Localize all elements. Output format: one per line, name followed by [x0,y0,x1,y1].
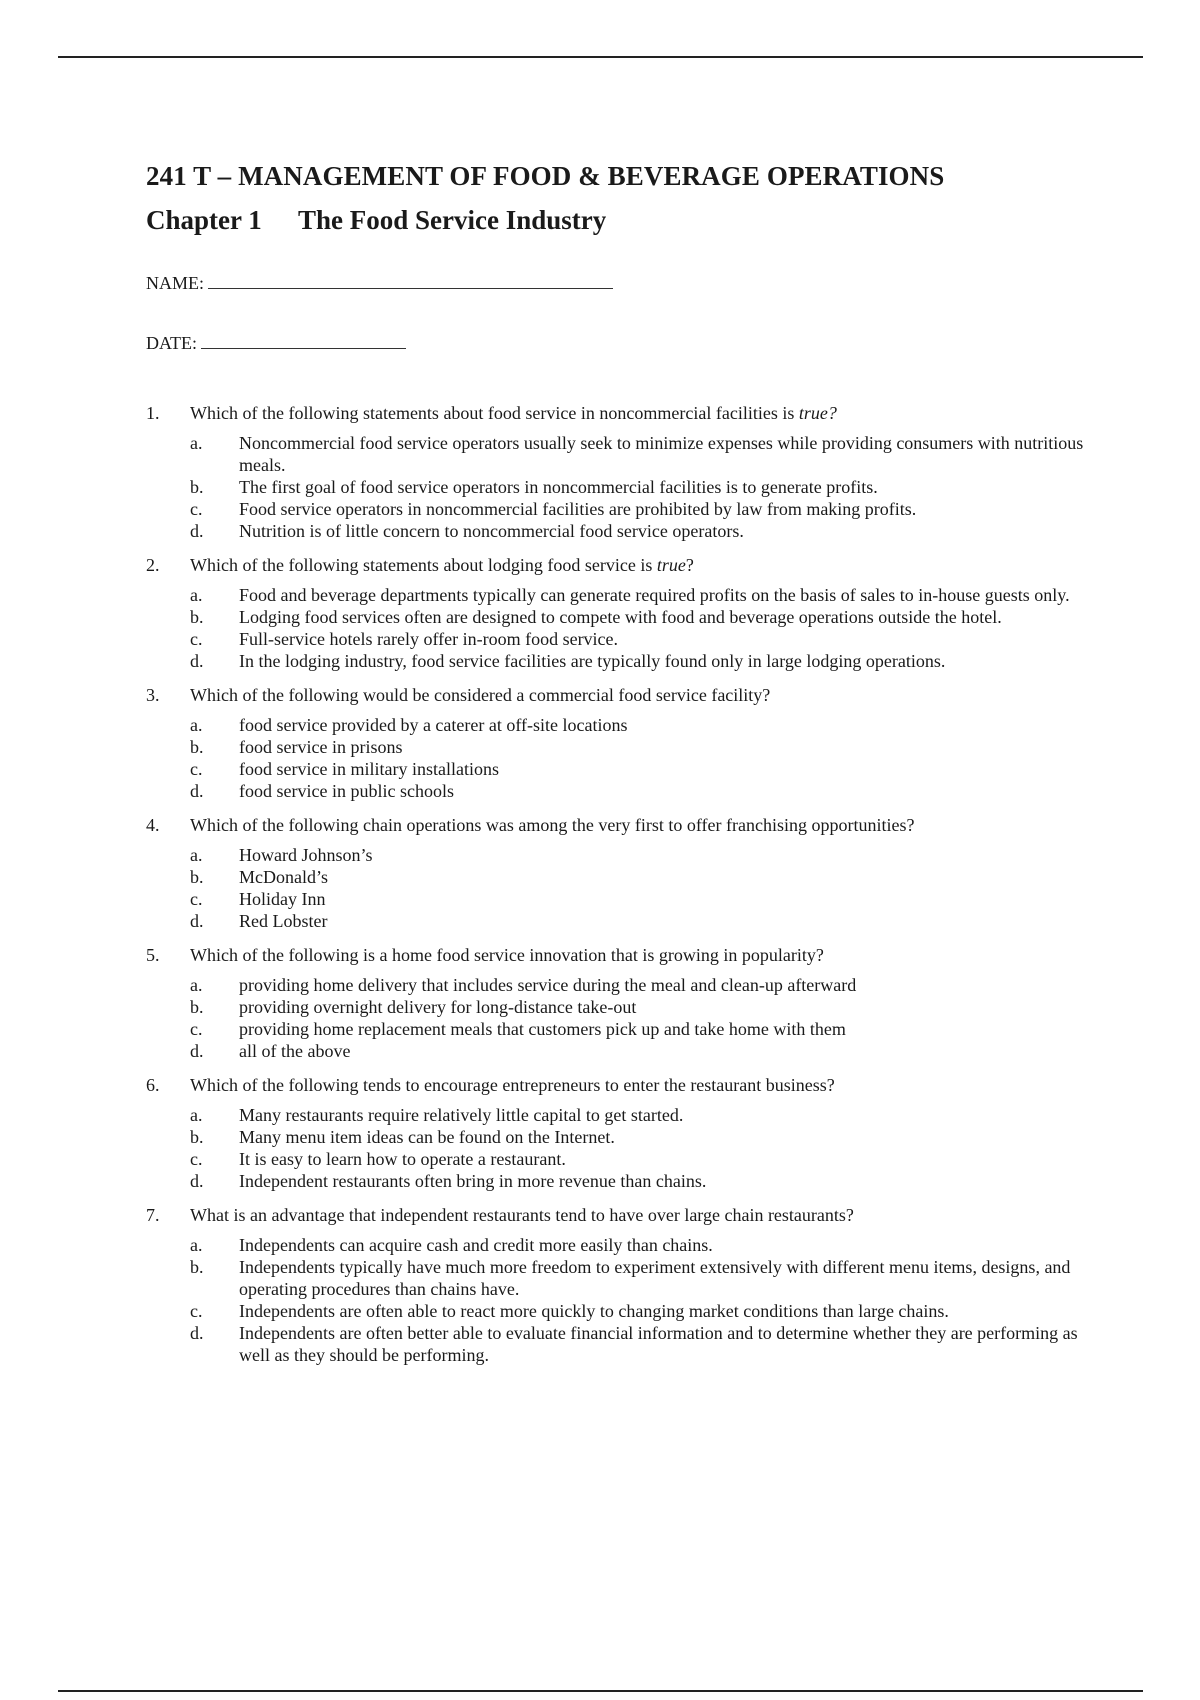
question-number: 1. [146,403,160,423]
name-field[interactable] [146,272,1086,294]
option-text: all of the above [239,1041,351,1061]
question-row [146,684,1086,706]
option-list [190,1234,1086,1366]
option-letter: a. [190,433,203,453]
question-text-main: Which of the following chain operations was among the very first to offer franchising opportunities? [190,815,915,835]
option-letter: b. [190,997,204,1017]
date-field[interactable] [146,332,1086,354]
answer-option[interactable] [190,1018,1086,1040]
question-item [146,944,1086,1062]
question-item [146,1204,1086,1366]
question-number: 6. [146,1075,160,1095]
option-text: Food service operators in noncommercial facilities are prohibited by law from making profits. [239,499,917,519]
question-item [146,684,1086,802]
question-text-emphasis: true [656,555,686,575]
option-letter: a. [190,845,203,865]
option-letter: b. [190,1127,204,1147]
option-letter: c. [190,759,203,779]
top-rule [58,56,1143,58]
date-label: DATE: [146,333,197,353]
answer-option[interactable] [190,736,1086,758]
answer-option[interactable] [190,606,1086,628]
option-letter: c. [190,1149,203,1169]
answer-option[interactable] [190,1104,1086,1126]
question-text-emphasis: true? [798,403,837,423]
option-letter: a. [190,975,203,995]
question-number: 5. [146,945,160,965]
answer-option[interactable] [190,650,1086,672]
option-letter: c. [190,629,203,649]
answer-option[interactable] [190,584,1086,606]
option-letter: d. [190,781,204,801]
answer-option[interactable] [190,844,1086,866]
option-list [190,844,1086,932]
question-number: 2. [146,555,160,575]
option-letter: b. [190,1257,204,1277]
question-text-main: Which of the following statements about lodging food service is [190,555,657,575]
answer-option[interactable] [190,498,1086,520]
option-text: providing home delivery that includes service during the meal and clean-up afterward [239,975,857,995]
question-item [146,814,1086,932]
option-letter: d. [190,911,204,931]
question-text [190,1074,1086,1096]
question-text-main: Which of the following tends to encourage entrepreneurs to enter the restaurant business? [190,1075,835,1095]
question-list [146,402,1086,1366]
option-letter: b. [190,607,204,627]
option-letter: c. [190,889,203,909]
chapter-title: The Food Service Industry [298,205,607,235]
option-text: Independents are often better able to evaluate financial information and to determine whether they are performing as well as they should be performing. [239,1323,1078,1365]
document-body [146,160,1086,1378]
option-text: Holiday Inn [239,889,326,909]
option-text: McDonald’s [239,867,328,887]
option-text: food service in public schools [239,781,454,801]
option-text: Full-service hotels rarely offer in-room food service. [239,629,619,649]
question-row [146,1204,1086,1226]
option-letter: a. [190,715,203,735]
question-text [190,1204,1086,1226]
option-list [190,432,1086,542]
option-letter: d. [190,651,204,671]
question-row [146,1074,1086,1096]
question-number: 3. [146,685,160,705]
option-text: It is easy to learn how to operate a restaurant. [239,1149,566,1169]
option-text: Independent restaurants often bring in more revenue than chains. [239,1171,707,1191]
question-text-main: What is an advantage that independent restaurants tend to have over large chain restaurants? [190,1205,854,1225]
option-letter: a. [190,1235,203,1255]
answer-option[interactable] [190,1300,1086,1322]
question-text [190,684,1086,706]
question-text [190,814,1086,836]
option-text: Howard Johnson’s [239,845,373,865]
option-text: In the lodging industry, food service facilities are typically found only in large lodging operations. [239,651,946,671]
chapter-number: Chapter 1 [146,205,262,235]
option-letter: d. [190,1323,204,1343]
option-text: Many restaurants require relatively little capital to get started. [239,1105,684,1125]
option-letter: c. [190,1301,203,1321]
question-text [190,554,1086,576]
name-blank-line[interactable] [208,272,613,289]
option-list [190,714,1086,802]
question-row [146,402,1086,424]
question-item [146,1074,1086,1192]
answer-option[interactable] [190,866,1086,888]
option-text: Lodging food services often are designed to compete with food and beverage operations outside the hotel. [239,607,1002,627]
option-text: Independents are often able to react more quickly to changing market conditions than large chains. [239,1301,949,1321]
question-text [190,944,1086,966]
option-text: Red Lobster [239,911,328,931]
answer-option[interactable] [190,758,1086,780]
option-text: Independents typically have much more freedom to experiment extensively with different menu items, designs, and operating procedures than chains have. [239,1257,1071,1299]
option-letter: a. [190,585,203,605]
option-letter: a. [190,1105,203,1125]
question-text-end: ? [685,555,694,575]
answer-option[interactable] [190,1234,1086,1256]
option-text: food service provided by a caterer at off-site locations [239,715,628,735]
option-text: The first goal of food service operators in noncommercial facilities is to generate profits. [239,477,878,497]
answer-option[interactable] [190,1126,1086,1148]
option-letter: d. [190,521,204,541]
answer-option[interactable] [190,1256,1086,1300]
answer-option[interactable] [190,476,1086,498]
option-letter: b. [190,477,204,497]
option-text: Noncommercial food service operators usually seek to minimize expenses while providing consumers with nutritious meals. [239,433,1084,475]
option-text: providing home replacement meals that customers pick up and take home with them [239,1019,846,1039]
answer-option[interactable] [190,1322,1086,1366]
question-text-main: Which of the following is a home food service innovation that is growing in popularity? [190,945,824,965]
option-list [190,1104,1086,1192]
name-label: NAME: [146,273,204,293]
question-text-main: Which of the following would be considered a commercial food service facility? [190,685,771,705]
option-text: Nutrition is of little concern to noncommercial food service operators. [239,521,744,541]
option-list [190,974,1086,1062]
option-letter: c. [190,1019,203,1039]
answer-option[interactable] [190,888,1086,910]
answer-option[interactable] [190,1170,1086,1192]
answer-option[interactable] [190,996,1086,1018]
answer-option[interactable] [190,1148,1086,1170]
option-letter: b. [190,737,204,757]
bottom-rule [58,1690,1143,1692]
question-number: 7. [146,1205,160,1225]
question-item [146,402,1086,542]
question-text-main: Which of the following statements about food service in noncommercial facilities is [190,403,799,423]
option-text: Many menu item ideas can be found on the Internet. [239,1127,615,1147]
option-letter: c. [190,499,203,519]
date-blank-line[interactable] [201,332,406,349]
question-number: 4. [146,815,160,835]
question-text [190,402,1086,424]
option-list [190,584,1086,672]
option-letter: b. [190,867,204,887]
answer-option[interactable] [190,628,1086,650]
answer-option[interactable] [190,432,1086,476]
chapter-heading [146,204,1086,236]
option-letter: d. [190,1041,204,1061]
option-text: providing overnight delivery for long-distance take-out [239,997,637,1017]
option-text: food service in prisons [239,737,403,757]
document-title: 241 T – MANAGEMENT OF FOOD & BEVERAGE OPERATIONS [146,161,945,191]
answer-option[interactable] [190,520,1086,542]
option-letter: d. [190,1171,204,1191]
question-row [146,554,1086,576]
question-row [146,944,1086,966]
answer-option[interactable] [190,910,1086,932]
answer-option[interactable] [190,974,1086,996]
question-item [146,554,1086,672]
answer-option[interactable] [190,1040,1086,1062]
answer-option[interactable] [190,714,1086,736]
option-text: Food and beverage departments typically can generate required profits on the basis of sales to in-house guests only. [239,585,1070,605]
option-text: food service in military installations [239,759,499,779]
option-text: Independents can acquire cash and credit more easily than chains. [239,1235,713,1255]
question-row [146,814,1086,836]
answer-option[interactable] [190,780,1086,802]
